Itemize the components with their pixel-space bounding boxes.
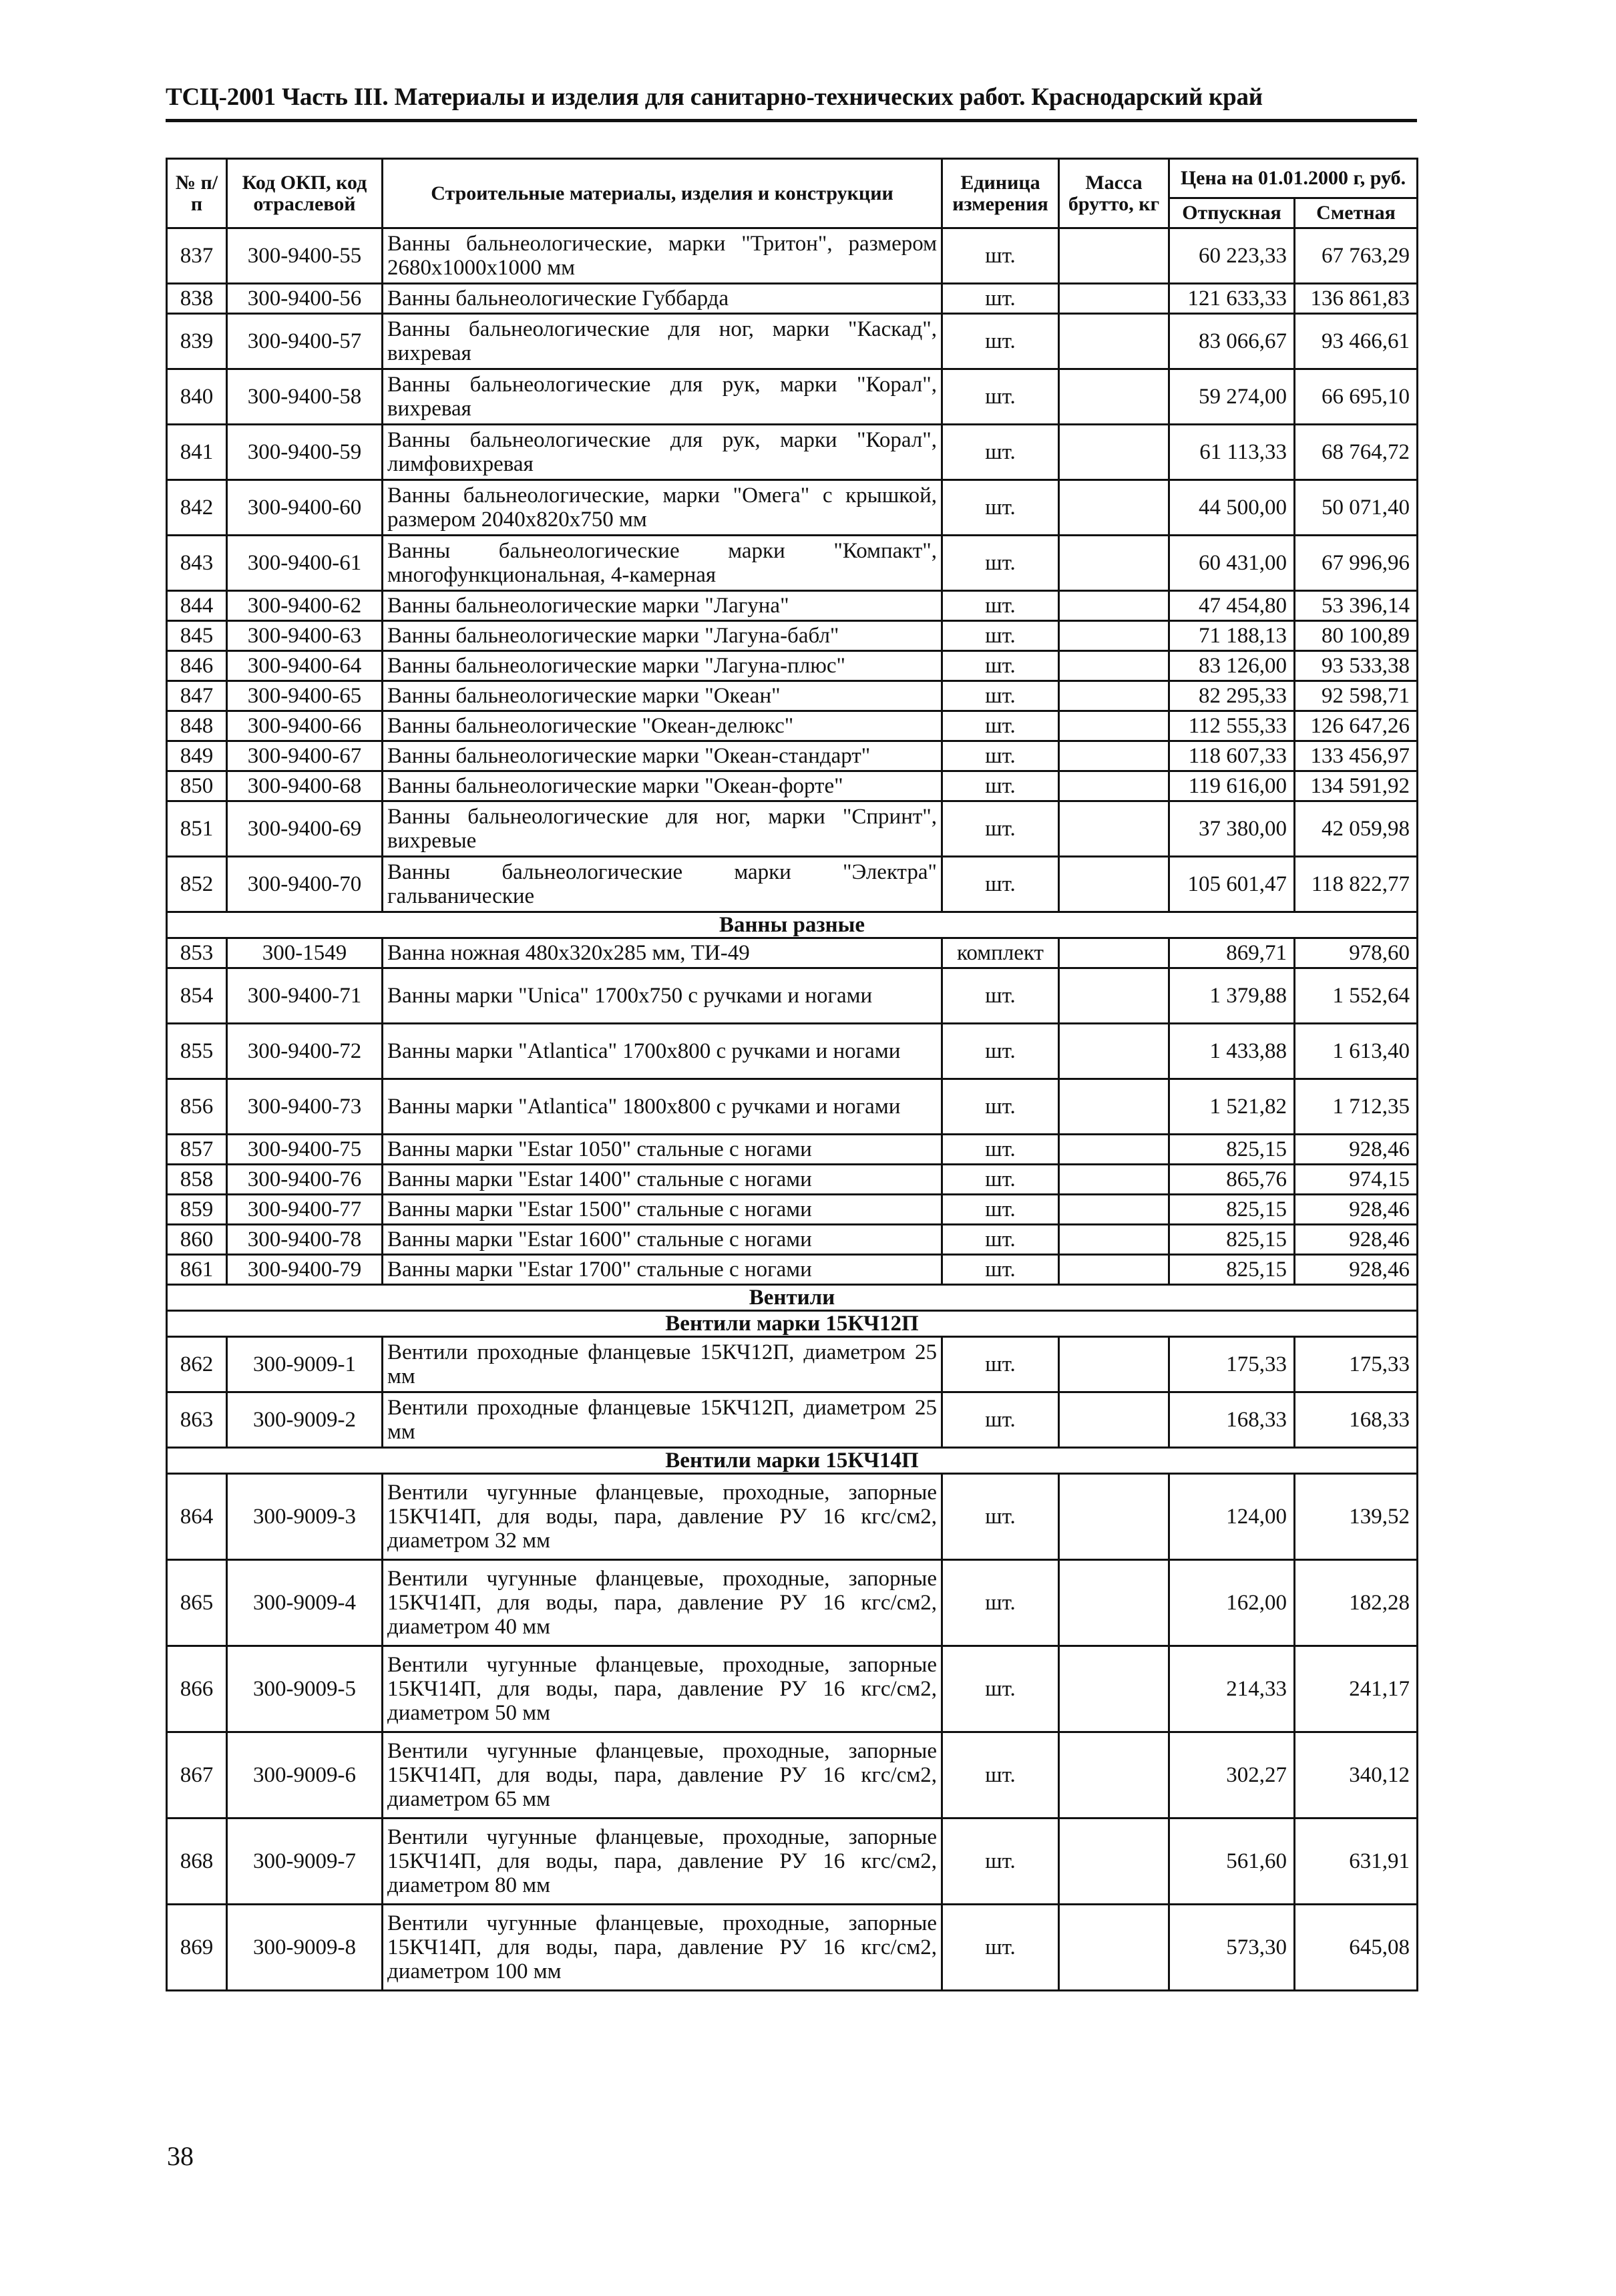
row-unit: шт. — [942, 1560, 1059, 1646]
row-estimate-price: 68 764,72 — [1295, 425, 1418, 480]
row-name: Ванны бальнеологические марки "Океан-стандарт" — [383, 741, 942, 771]
row-name: Ванны бальнеологические, марки "Омега" с крышкой, размером 2040х820х750 мм — [383, 480, 942, 536]
row-name: Ванны бальнеологические для рук, марки "Корал", лимфовихревая — [383, 425, 942, 480]
row-code: 300-9400-61 — [227, 536, 383, 591]
row-estimate-price: 175,33 — [1295, 1337, 1418, 1392]
row-release-price: 175,33 — [1169, 1337, 1295, 1392]
row-unit: шт. — [942, 1819, 1059, 1905]
row-number: 840 — [167, 369, 227, 425]
row-mass — [1059, 1392, 1169, 1448]
row-number: 860 — [167, 1225, 227, 1255]
row-unit: шт. — [942, 1225, 1059, 1255]
table-row — [167, 536, 1418, 591]
row-release-price: 44 500,00 — [1169, 480, 1295, 536]
row-mass — [1059, 1732, 1169, 1819]
row-mass — [1059, 1474, 1169, 1560]
row-mass — [1059, 1255, 1169, 1285]
row-estimate-price: 133 456,97 — [1295, 741, 1418, 771]
row-unit: шт. — [942, 1905, 1059, 1991]
row-name: Ванны марки "Estar 1400" стальные с ногами — [383, 1165, 942, 1195]
row-estimate-price: 928,46 — [1295, 1225, 1418, 1255]
row-name: Вентили чугунные фланцевые, проходные, запорные 15КЧ14П, для воды, пара, давление РУ 16 кгс/см2, диаметром 80 мм — [383, 1819, 942, 1905]
section-header-row — [167, 1311, 1418, 1337]
row-name: Ванны бальнеологические марки "Лагуна" — [383, 591, 942, 621]
table-row — [167, 1646, 1418, 1732]
price-table — [166, 158, 1418, 1991]
row-unit: комплект — [942, 938, 1059, 968]
row-code: 300-9400-68 — [227, 771, 383, 801]
row-unit: шт. — [942, 1195, 1059, 1225]
row-estimate-price: 928,46 — [1295, 1255, 1418, 1285]
row-mass — [1059, 938, 1169, 968]
row-mass — [1059, 425, 1169, 480]
row-release-price: 37 380,00 — [1169, 801, 1295, 857]
table-body — [167, 228, 1418, 1991]
row-estimate-price: 1 712,35 — [1295, 1079, 1418, 1135]
table-row — [167, 801, 1418, 857]
row-estimate-price: 340,12 — [1295, 1732, 1418, 1819]
table-row — [167, 651, 1418, 681]
row-code: 300-9009-6 — [227, 1732, 383, 1819]
row-number: 862 — [167, 1337, 227, 1392]
row-mass — [1059, 480, 1169, 536]
row-number: 855 — [167, 1024, 227, 1079]
row-estimate-price: 50 071,40 — [1295, 480, 1418, 536]
page-title: ТСЦ-2001 Часть III. Материалы и изделия для санитарно-технических работ. Краснодарский край — [166, 83, 1263, 111]
table-row — [167, 1024, 1418, 1079]
row-number: 866 — [167, 1646, 227, 1732]
row-number: 845 — [167, 621, 227, 651]
row-code: 300-9400-76 — [227, 1165, 383, 1195]
row-unit: шт. — [942, 771, 1059, 801]
row-release-price: 59 274,00 — [1169, 369, 1295, 425]
row-code: 300-9400-72 — [227, 1024, 383, 1079]
row-unit: шт. — [942, 651, 1059, 681]
row-unit: шт. — [942, 711, 1059, 741]
row-number: 850 — [167, 771, 227, 801]
row-release-price: 1 521,82 — [1169, 1079, 1295, 1135]
row-code: 300-9400-63 — [227, 621, 383, 651]
row-mass — [1059, 1646, 1169, 1732]
table-row — [167, 1392, 1418, 1448]
row-mass — [1059, 1337, 1169, 1392]
row-unit: шт. — [942, 228, 1059, 284]
row-mass — [1059, 651, 1169, 681]
row-code: 300-9400-57 — [227, 314, 383, 369]
table-row — [167, 369, 1418, 425]
row-number: 858 — [167, 1165, 227, 1195]
row-code: 300-9400-55 — [227, 228, 383, 284]
row-mass — [1059, 228, 1169, 284]
row-estimate-price: 126 647,26 — [1295, 711, 1418, 741]
row-estimate-price: 67 996,96 — [1295, 536, 1418, 591]
row-release-price: 60 223,33 — [1169, 228, 1295, 284]
row-estimate-price: 139,52 — [1295, 1474, 1418, 1560]
row-release-price: 825,15 — [1169, 1225, 1295, 1255]
table-row — [167, 681, 1418, 711]
row-mass — [1059, 711, 1169, 741]
row-unit: шт. — [942, 1165, 1059, 1195]
table-row — [167, 1560, 1418, 1646]
row-code: 300-9400-79 — [227, 1255, 383, 1285]
row-unit: шт. — [942, 1474, 1059, 1560]
table-row — [167, 1255, 1418, 1285]
row-release-price: 214,33 — [1169, 1646, 1295, 1732]
row-unit: шт. — [942, 284, 1059, 314]
row-estimate-price: 1 613,40 — [1295, 1024, 1418, 1079]
row-release-price: 825,15 — [1169, 1255, 1295, 1285]
row-name: Вентили чугунные фланцевые, проходные, запорные 15КЧ14П, для воды, пара, давление РУ 16 кгс/см2, диаметром 40 мм — [383, 1560, 942, 1646]
row-code: 300-9400-62 — [227, 591, 383, 621]
row-mass — [1059, 681, 1169, 711]
row-unit: шт. — [942, 369, 1059, 425]
row-release-price: 60 431,00 — [1169, 536, 1295, 591]
section-title: Ванны разные — [167, 912, 1418, 938]
row-code: 300-9009-5 — [227, 1646, 383, 1732]
section-title: Вентили марки 15КЧ14П — [167, 1448, 1418, 1474]
row-unit: шт. — [942, 1392, 1059, 1448]
row-name: Вентили чугунные фланцевые, проходные, запорные 15КЧ14П, для воды, пара, давление РУ 16 кгс/см2, диаметром 50 мм — [383, 1646, 942, 1732]
row-code: 300-9400-65 — [227, 681, 383, 711]
row-name: Вентили чугунные фланцевые, проходные, запорные 15КЧ14П, для воды, пара, давление РУ 16 кгс/см2, диаметром 65 мм — [383, 1732, 942, 1819]
row-name: Ванны бальнеологические для рук, марки "Корал", вихревая — [383, 369, 942, 425]
table-row — [167, 771, 1418, 801]
row-number: 837 — [167, 228, 227, 284]
row-estimate-price: 974,15 — [1295, 1165, 1418, 1195]
col-header-code: Код ОКП, код отраслевой — [227, 159, 383, 228]
table-row — [167, 591, 1418, 621]
row-mass — [1059, 1905, 1169, 1991]
row-code: 300-9400-69 — [227, 801, 383, 857]
row-name: Вентили чугунные фланцевые, проходные, запорные 15КЧ14П, для воды, пара, давление РУ 16 кгс/см2, диаметром 100 мм — [383, 1905, 942, 1991]
table-row — [167, 480, 1418, 536]
row-code: 300-9400-58 — [227, 369, 383, 425]
row-code: 300-1549 — [227, 938, 383, 968]
row-unit: шт. — [942, 536, 1059, 591]
row-name: Ванны бальнеологические марки "Компакт", многофункциональная, 4-камерная — [383, 536, 942, 591]
row-mass — [1059, 771, 1169, 801]
row-estimate-price: 67 763,29 — [1295, 228, 1418, 284]
row-mass — [1059, 1135, 1169, 1165]
row-number: 851 — [167, 801, 227, 857]
row-name: Вентили проходные фланцевые 15КЧ12П, диаметром 25 мм — [383, 1337, 942, 1392]
row-unit: шт. — [942, 1024, 1059, 1079]
row-unit: шт. — [942, 741, 1059, 771]
row-mass — [1059, 741, 1169, 771]
row-unit: шт. — [942, 480, 1059, 536]
row-name: Вентили чугунные фланцевые, проходные, запорные 15КЧ14П, для воды, пара, давление РУ 16 кгс/см2, диаметром 32 мм — [383, 1474, 942, 1560]
table-row — [167, 711, 1418, 741]
row-estimate-price: 53 396,14 — [1295, 591, 1418, 621]
row-name: Ванны бальнеологические марки "Океан-форте" — [383, 771, 942, 801]
row-unit: шт. — [942, 1079, 1059, 1135]
row-name: Ванны марки "Estar 1050" стальные с ногами — [383, 1135, 942, 1165]
row-mass — [1059, 1819, 1169, 1905]
row-mass — [1059, 591, 1169, 621]
row-estimate-price: 631,91 — [1295, 1819, 1418, 1905]
row-unit: шт. — [942, 1255, 1059, 1285]
row-code: 300-9400-78 — [227, 1225, 383, 1255]
row-name: Ванны бальнеологические марки "Электра" гальванические — [383, 857, 942, 912]
row-estimate-price: 42 059,98 — [1295, 801, 1418, 857]
row-name: Ванна ножная 480х320х285 мм, ТИ-49 — [383, 938, 942, 968]
row-name: Ванны бальнеологические, марки "Тритон", размером 2680х1000х1000 мм — [383, 228, 942, 284]
row-mass — [1059, 968, 1169, 1024]
col-header-estimate: Сметная — [1295, 198, 1418, 228]
row-code: 300-9400-60 — [227, 480, 383, 536]
table-row — [167, 1079, 1418, 1135]
table-row — [167, 1905, 1418, 1991]
row-name: Ванны бальнеологические марки "Лагуна-плюс" — [383, 651, 942, 681]
row-unit: шт. — [942, 1646, 1059, 1732]
row-number: 839 — [167, 314, 227, 369]
row-number: 844 — [167, 591, 227, 621]
row-name: Ванны бальнеологические Губбарда — [383, 284, 942, 314]
row-code: 300-9400-67 — [227, 741, 383, 771]
section-title: Вентили марки 15КЧ12П — [167, 1311, 1418, 1337]
row-release-price: 561,60 — [1169, 1819, 1295, 1905]
row-name: Вентили проходные фланцевые 15КЧ12П, диаметром 25 мм — [383, 1392, 942, 1448]
table-row — [167, 1165, 1418, 1195]
row-estimate-price: 241,17 — [1295, 1646, 1418, 1732]
col-header-name: Строительные материалы, изделия и конструкции — [383, 159, 942, 228]
table-row — [167, 857, 1418, 912]
row-release-price: 865,76 — [1169, 1165, 1295, 1195]
row-code: 300-9400-59 — [227, 425, 383, 480]
table-row — [167, 1135, 1418, 1165]
row-number: 853 — [167, 938, 227, 968]
row-code: 300-9009-2 — [227, 1392, 383, 1448]
row-mass — [1059, 536, 1169, 591]
row-mass — [1059, 1195, 1169, 1225]
row-release-price: 82 295,33 — [1169, 681, 1295, 711]
row-number: 841 — [167, 425, 227, 480]
table-row — [167, 284, 1418, 314]
table-row — [167, 1474, 1418, 1560]
col-header-mass: Масса брутто, кг — [1059, 159, 1169, 228]
row-code: 300-9400-64 — [227, 651, 383, 681]
row-number: 865 — [167, 1560, 227, 1646]
col-header-release: Отпускная — [1169, 198, 1295, 228]
row-unit: шт. — [942, 591, 1059, 621]
table-row — [167, 1337, 1418, 1392]
row-number: 847 — [167, 681, 227, 711]
row-mass — [1059, 621, 1169, 651]
table-row — [167, 314, 1418, 369]
row-estimate-price: 928,46 — [1295, 1195, 1418, 1225]
row-release-price: 105 601,47 — [1169, 857, 1295, 912]
row-number: 852 — [167, 857, 227, 912]
row-code: 300-9400-71 — [227, 968, 383, 1024]
row-estimate-price: 93 533,38 — [1295, 651, 1418, 681]
table-row — [167, 1225, 1418, 1255]
row-estimate-price: 118 822,77 — [1295, 857, 1418, 912]
row-name: Ванны бальнеологические марки "Лагуна-бабл" — [383, 621, 942, 651]
row-name: Ванны марки "Atlantica" 1700х800 с ручками и ногами — [383, 1024, 942, 1079]
table-row — [167, 1732, 1418, 1819]
row-mass — [1059, 314, 1169, 369]
row-number: 856 — [167, 1079, 227, 1135]
row-number: 869 — [167, 1905, 227, 1991]
row-code: 300-9009-4 — [227, 1560, 383, 1646]
row-number: 863 — [167, 1392, 227, 1448]
row-estimate-price: 93 466,61 — [1295, 314, 1418, 369]
row-estimate-price: 66 695,10 — [1295, 369, 1418, 425]
row-code: 300-9400-66 — [227, 711, 383, 741]
row-code: 300-9400-73 — [227, 1079, 383, 1135]
row-mass — [1059, 857, 1169, 912]
row-unit: шт. — [942, 621, 1059, 651]
page-number: 38 — [167, 2141, 194, 2171]
row-number: 861 — [167, 1255, 227, 1285]
row-code: 300-9009-7 — [227, 1819, 383, 1905]
row-name: Ванны бальнеологические марки "Океан" — [383, 681, 942, 711]
row-name: Ванны бальнеологические для ног, марки "Каскад", вихревая — [383, 314, 942, 369]
row-unit: шт. — [942, 968, 1059, 1024]
row-code: 300-9400-75 — [227, 1135, 383, 1165]
row-name: Ванны марки "Estar 1600" стальные с ногами — [383, 1225, 942, 1255]
row-release-price: 124,00 — [1169, 1474, 1295, 1560]
col-header-price-group: Цена на 01.01.2000 г, руб. — [1169, 159, 1418, 198]
row-number: 857 — [167, 1135, 227, 1165]
row-unit: шт. — [942, 681, 1059, 711]
table-row — [167, 1195, 1418, 1225]
row-release-price: 825,15 — [1169, 1195, 1295, 1225]
table-row — [167, 425, 1418, 480]
header-rule — [166, 119, 1417, 122]
row-mass — [1059, 1165, 1169, 1195]
col-header-num: № п/п — [167, 159, 227, 228]
row-release-price: 302,27 — [1169, 1732, 1295, 1819]
row-release-price: 71 188,13 — [1169, 621, 1295, 651]
row-name: Ванны марки "Estar 1500" стальные с ногами — [383, 1195, 942, 1225]
row-number: 843 — [167, 536, 227, 591]
row-number: 838 — [167, 284, 227, 314]
table-row — [167, 938, 1418, 968]
row-estimate-price: 92 598,71 — [1295, 681, 1418, 711]
row-release-price: 1 433,88 — [1169, 1024, 1295, 1079]
row-release-price: 118 607,33 — [1169, 741, 1295, 771]
row-mass — [1059, 1225, 1169, 1255]
row-code: 300-9400-70 — [227, 857, 383, 912]
row-release-price: 61 113,33 — [1169, 425, 1295, 480]
section-header-row — [167, 1285, 1418, 1311]
table-row — [167, 228, 1418, 284]
row-code: 300-9400-77 — [227, 1195, 383, 1225]
row-unit: шт. — [942, 1337, 1059, 1392]
row-code: 300-9400-56 — [227, 284, 383, 314]
row-mass — [1059, 801, 1169, 857]
row-release-price: 121 633,33 — [1169, 284, 1295, 314]
row-mass — [1059, 369, 1169, 425]
row-mass — [1059, 1024, 1169, 1079]
section-header-row — [167, 1448, 1418, 1474]
row-number: 854 — [167, 968, 227, 1024]
row-number: 849 — [167, 741, 227, 771]
row-release-price: 162,00 — [1169, 1560, 1295, 1646]
row-name: Ванны бальнеологические "Океан-делюкс" — [383, 711, 942, 741]
row-release-price: 47 454,80 — [1169, 591, 1295, 621]
row-release-price: 83 126,00 — [1169, 651, 1295, 681]
row-number: 859 — [167, 1195, 227, 1225]
row-release-price: 1 379,88 — [1169, 968, 1295, 1024]
row-number: 868 — [167, 1819, 227, 1905]
row-unit: шт. — [942, 425, 1059, 480]
row-mass — [1059, 1079, 1169, 1135]
table-row — [167, 741, 1418, 771]
row-number: 864 — [167, 1474, 227, 1560]
row-unit: шт. — [942, 857, 1059, 912]
col-header-unit: Единица измерения — [942, 159, 1059, 228]
row-estimate-price: 645,08 — [1295, 1905, 1418, 1991]
row-number: 867 — [167, 1732, 227, 1819]
row-unit: шт. — [942, 314, 1059, 369]
row-estimate-price: 928,46 — [1295, 1135, 1418, 1165]
row-estimate-price: 168,33 — [1295, 1392, 1418, 1448]
row-code: 300-9009-1 — [227, 1337, 383, 1392]
row-estimate-price: 134 591,92 — [1295, 771, 1418, 801]
row-release-price: 869,71 — [1169, 938, 1295, 968]
row-mass — [1059, 1560, 1169, 1646]
row-number: 846 — [167, 651, 227, 681]
row-estimate-price: 80 100,89 — [1295, 621, 1418, 651]
table-row — [167, 968, 1418, 1024]
row-number: 848 — [167, 711, 227, 741]
section-title: Вентили — [167, 1285, 1418, 1311]
row-estimate-price: 182,28 — [1295, 1560, 1418, 1646]
row-release-price: 825,15 — [1169, 1135, 1295, 1165]
row-estimate-price: 978,60 — [1295, 938, 1418, 968]
row-estimate-price: 136 861,83 — [1295, 284, 1418, 314]
row-release-price: 112 555,33 — [1169, 711, 1295, 741]
row-code: 300-9009-3 — [227, 1474, 383, 1560]
row-name: Ванны марки "Unica" 1700х750 с ручками и ногами — [383, 968, 942, 1024]
row-unit: шт. — [942, 1732, 1059, 1819]
row-number: 842 — [167, 480, 227, 536]
row-release-price: 83 066,67 — [1169, 314, 1295, 369]
row-release-price: 168,33 — [1169, 1392, 1295, 1448]
row-release-price: 573,30 — [1169, 1905, 1295, 1991]
row-code: 300-9009-8 — [227, 1905, 383, 1991]
row-estimate-price: 1 552,64 — [1295, 968, 1418, 1024]
table-row — [167, 621, 1418, 651]
row-mass — [1059, 284, 1169, 314]
row-name: Ванны марки "Atlantica" 1800х800 с ручками и ногами — [383, 1079, 942, 1135]
row-name: Ванны марки "Estar 1700" стальные с ногами — [383, 1255, 942, 1285]
row-name: Ванны бальнеологические для ног, марки "Спринт", вихревые — [383, 801, 942, 857]
section-header-row — [167, 912, 1418, 938]
row-unit: шт. — [942, 801, 1059, 857]
table-header-row — [167, 159, 1418, 198]
row-unit: шт. — [942, 1135, 1059, 1165]
table-row — [167, 1819, 1418, 1905]
row-release-price: 119 616,00 — [1169, 771, 1295, 801]
